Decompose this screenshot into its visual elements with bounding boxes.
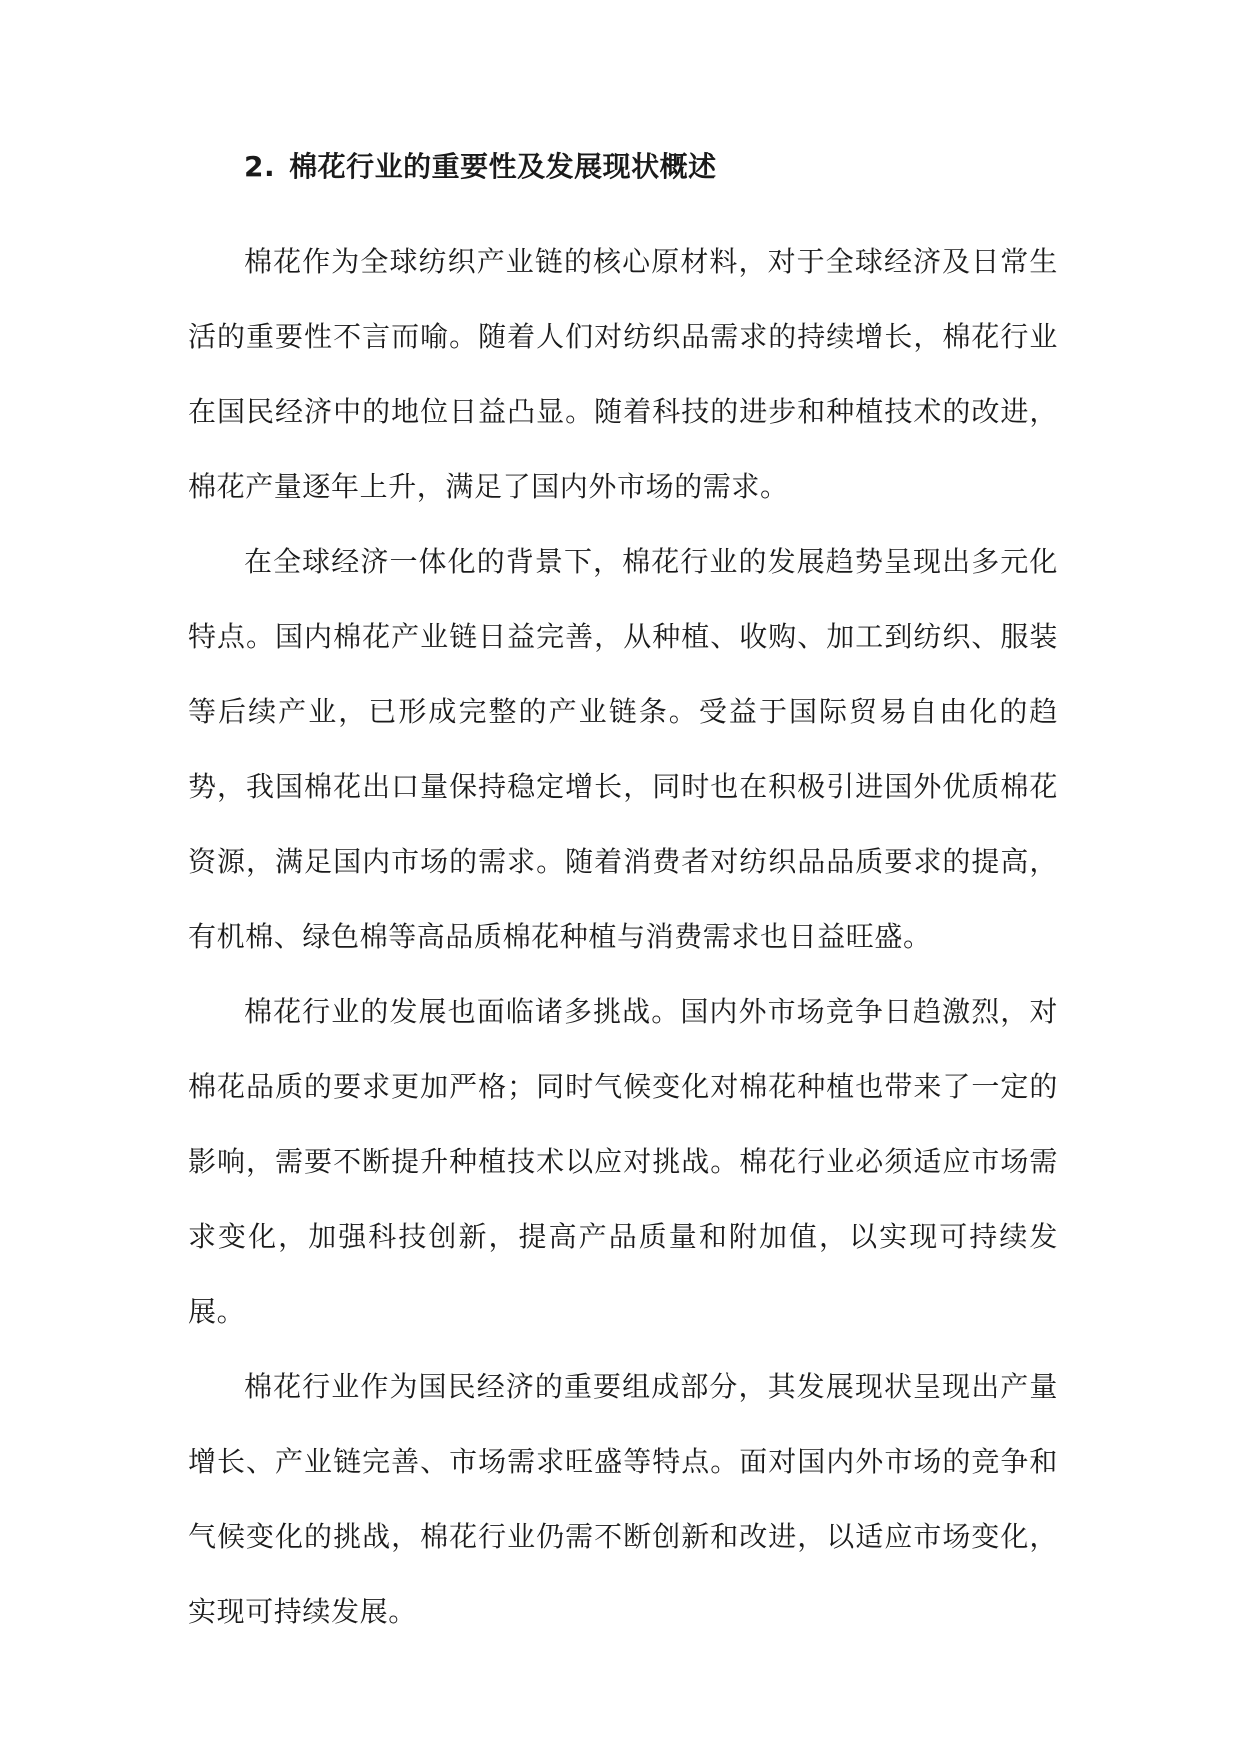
paragraph-3: 棉花行业的发展也面临诸多挑战。国内外市场竞争日趋激烈，对棉花品质的要求更加严格；同时气候变化对棉花种植也带来了一定的影响，需要不断提升种植技术以应对挑战。棉花行业必须适应市场需求变化，加强科技创新，提高产品质量和附加值，以实现可持续发展。 <box>188 995 1058 1328</box>
document-content <box>188 147 1058 1649</box>
paragraph-2: 在全球经济一体化的背景下，棉花行业的发展趋势呈现出多元化特点。国内棉花产业链日益完善，从种植、收购、加工到纺织、服装等后续产业，已形成完整的产业链条。受益于国际贸易自由化的趋势，我国棉花出口量保持稳定增长，同时也在积极引进国外优质棉花资源，满足国内市场的需求。随着消费者对纺织品品质要求的提高，有机棉、绿色棉等高品质棉花种植与消费需求也日益旺盛。 <box>188 545 1058 953</box>
paragraph-4: 棉花行业作为国民经济的重要组成部分，其发展现状呈现出产量增长、产业链完善、市场需求旺盛等特点。面对国内外市场的竞争和气候变化的挑战，棉花行业仍需不断创新和改进，以适应市场变化，实现可持续发展。 <box>188 1370 1058 1628</box>
section-title: 棉花行业的重要性及发展现状概述 <box>289 150 717 183</box>
section-number: 2. <box>244 150 276 183</box>
paragraph-1: 棉花作为全球纺织产业链的核心原材料，对于全球经济及日常生活的重要性不言而喻。随着人们对纺织品需求的持续增长，棉花行业在国民经济中的地位日益凸显。随着科技的进步和种植技术的改进，棉花产量逐年上升，满足了国内外市场的需求。 <box>188 245 1058 503</box>
section-heading <box>188 147 1058 187</box>
